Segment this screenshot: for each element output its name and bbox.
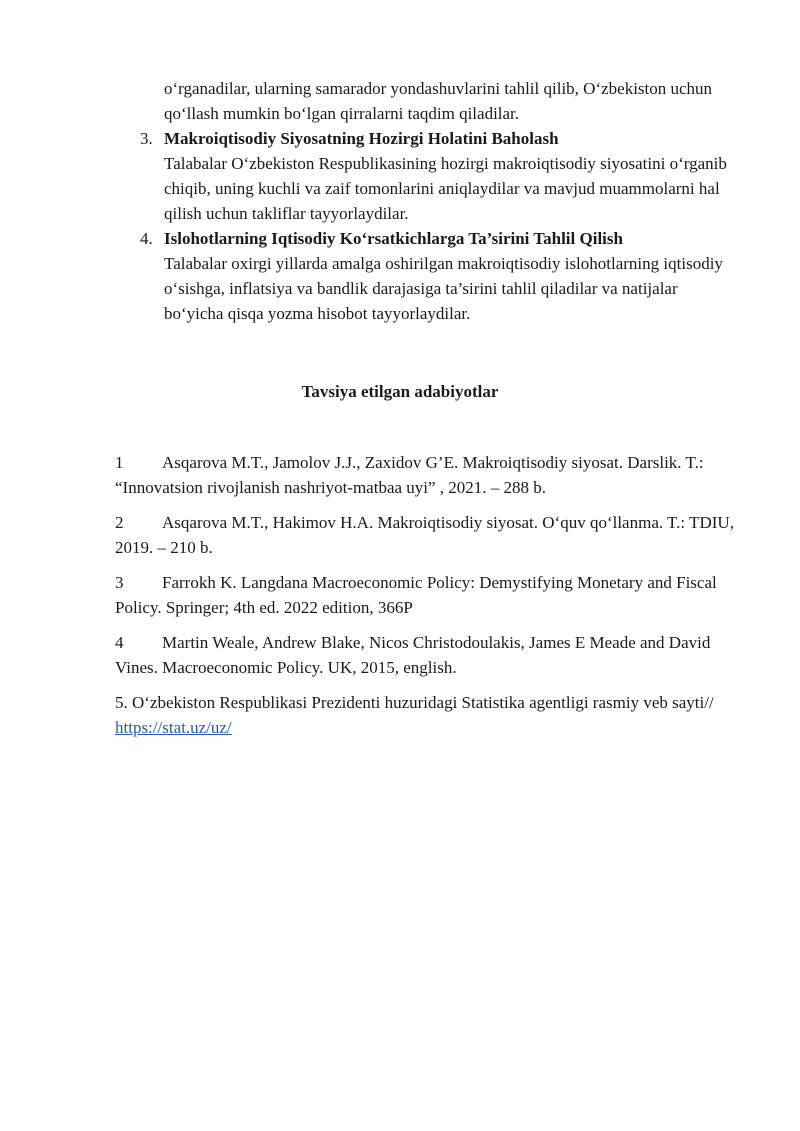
reference-item [115, 570, 740, 620]
intro-continuation: o‘rganadilar, ularning samarador yondashuvlarini tahlil qilib, O‘zbekiston uchun qo‘llash mumkin bo‘lgan qirralarni taqdim qiladilar. [164, 79, 713, 123]
list-number: 4. [140, 229, 153, 248]
references-title: Tavsiya etilgan adabiyotlar [301, 382, 499, 401]
reference-text: Asqarova M.T., Hakimov H.A. Makroiqtisodiy siyosat. O‘quv qo‘llanma. T.: TDIU, 2019. – 210 b. [115, 513, 734, 557]
list-item [140, 226, 740, 326]
reference-item [115, 690, 740, 740]
reference-text: Farrokh K. Langdana Macroeconomic Policy: Demystifying Monetary and Fiscal Policy. Springer; 4th ed. 2022 edition, 366P [115, 573, 717, 617]
reference-item [115, 630, 740, 680]
reference-number: 3 [115, 573, 124, 592]
task-heading: Makroiqtisodiy Siyosatning Hozirgi Holatini Baholash [164, 129, 559, 148]
reference-text: Asqarova M.T., Jamolov J.J., Zaxidov G’E. Makroiqtisodiy siyosat. Darslik. T.: “Innovatsion rivojlanish nashriyot-matbaa uyi” , 2021. – 288 b. [115, 453, 704, 497]
task-list [140, 76, 740, 326]
reference-text: 5. O‘zbekiston Respublikasi Prezidenti huzuridagi Statistika agentligi rasmiy veb sayti// [115, 693, 714, 712]
reference-item [115, 510, 740, 560]
reference-text: Martin Weale, Andrew Blake, Nicos Christodoulakis, James E Meade and David Vines. Macroeconomic Policy. UK, 2015, english. [115, 633, 711, 677]
reference-number: 4 [115, 633, 124, 652]
reference-number: 2 [115, 513, 124, 532]
reference-number: 1 [115, 453, 124, 472]
stat-uz-link[interactable]: https://stat.uz/uz/ [115, 718, 232, 737]
task-text: Talabalar oxirgi yillarda amalga oshirilgan makroiqtisodiy islohotlarning iqtisodiy o‘sishga, inflatsiya va bandlik darajasiga ta’sirini tahlil qiladilar va natijalar bo‘yicha qisqa yozma hisobot tayyorlaydilar. [164, 254, 723, 323]
references-list [115, 450, 740, 750]
task-heading: Islohotlarning Iqtisodiy Ko‘rsatkichlarga Ta’sirini Tahlil Qilish [164, 229, 623, 248]
list-number: 3. [140, 129, 153, 148]
reference-item [115, 450, 740, 500]
list-item [140, 126, 740, 226]
task-text: Talabalar O‘zbekiston Respublikasining hozirgi makroiqtisodiy siyosatini o‘rganib chiqib, uning kuchli va zaif tomonlarini aniqlaydilar va mavjud muammolarni hal qilish uchun takliflar tayyorlaydilar. [164, 154, 727, 223]
